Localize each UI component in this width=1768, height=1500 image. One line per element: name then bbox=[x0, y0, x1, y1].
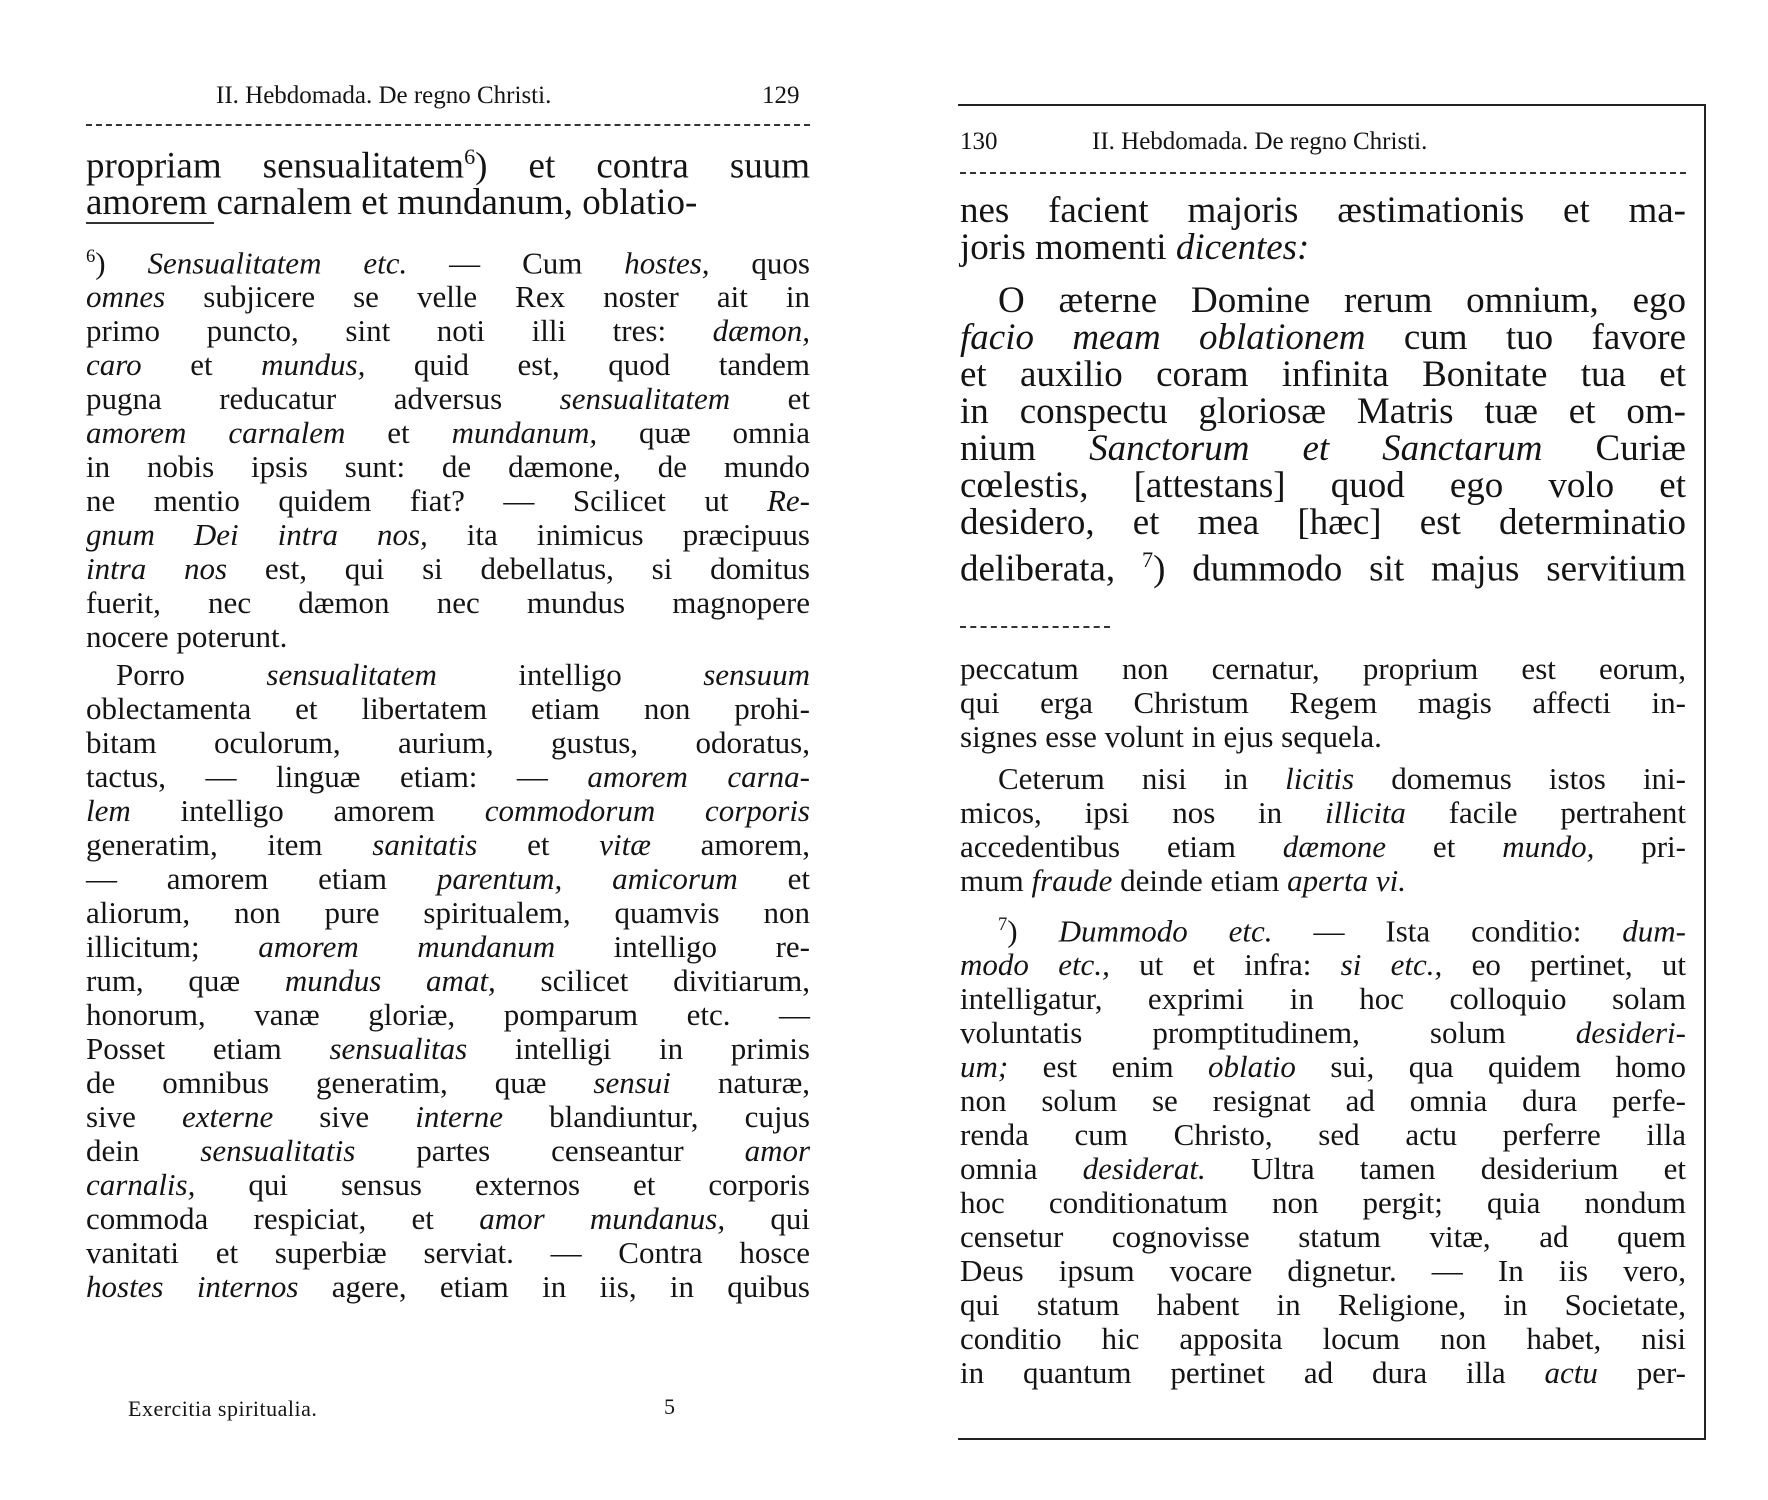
ceterum-line: Ceterum nisi in licitis domemus istos ini- bbox=[998, 761, 1686, 796]
porro-line: Posset etiam sensualitas intelligi in primis bbox=[86, 1031, 810, 1066]
porro-line: dein sensualitatis partes censeantur amor bbox=[86, 1133, 811, 1168]
fn6-line: caro et mundus, quid est, quod tandem bbox=[86, 347, 810, 383]
fn6-line: $^6$) Sensualitatem etc. — Cum hostes, quos bbox=[86, 245, 810, 281]
prayer-line: deliberata, $^7$) dummodo sit majus servitium bbox=[960, 547, 1686, 590]
cont-line: joris momenti dicentes: bbox=[960, 227, 1310, 268]
porro-line: hostes internos agere, etiam in iis, in quibus bbox=[86, 1269, 810, 1304]
footer-title: Exercitia spiritualia. bbox=[128, 1396, 318, 1421]
porro-line: aliorum, non pure spiritualem, quamvis non bbox=[86, 895, 810, 930]
porro-line: oblectamenta et libertatem etiam non prohi- bbox=[86, 691, 810, 726]
porro-line: Porro sensualitatem intelligo sensuum bbox=[116, 657, 810, 692]
note-line: qui erga Christum Regem magis affecti in- bbox=[960, 685, 1686, 720]
porro-line: illicitum; amorem mundanum intelligo re- bbox=[86, 929, 810, 964]
fn7-line: um; est enim oblatio sui, qua quidem homo bbox=[960, 1049, 1686, 1085]
page-number-left: 129 bbox=[762, 82, 800, 109]
porro-line: bitam oculorum, aurium, gustus, odoratus, bbox=[86, 725, 810, 760]
porro-line: sive externe sive interne blandiuntur, cujus bbox=[86, 1099, 811, 1134]
porro-line: tactus, — linguæ etiam: — amorem carna- bbox=[86, 759, 810, 794]
footnote-6 bbox=[86, 240, 810, 654]
top-line-2: amorem carnalem et mundanum, oblatio- bbox=[86, 182, 698, 224]
footnote-rule-left bbox=[86, 222, 214, 224]
fn6-line: intra nos est, qui si debellatus, si domitus bbox=[86, 551, 810, 587]
porro-line: lem intelligo amorem commodorum corporis bbox=[86, 793, 810, 828]
fn7-line: $^7$) Dummodo etc. — Ista conditio: dum- bbox=[998, 913, 1686, 949]
ceterum-line: accedentibus etiam dæmone et mundo, pri- bbox=[960, 829, 1686, 864]
top-text-left bbox=[86, 138, 810, 224]
cont-line: nes facient majoris æstimationis et ma- bbox=[960, 190, 1686, 231]
footnote-7 bbox=[960, 908, 1686, 1390]
prayer-line: desidero, et mea [hæc] est determinatio bbox=[960, 502, 1686, 543]
porro-line: commoda respiciat, et amor mundanus, qui bbox=[86, 1201, 810, 1236]
fn7-line: hoc conditionatum non pergit; quia nondum bbox=[960, 1185, 1686, 1221]
fn7-line: Deus ipsum vocare dignetur. — In iis vero, bbox=[960, 1253, 1686, 1289]
fn6-line: omnes subjicere se velle Rex noster ait in bbox=[86, 279, 810, 315]
porro-line: generatim, item sanitatis et vitæ amorem, bbox=[86, 827, 810, 862]
fn6-line: ne mentio quidem fiat? — Scilicet ut Re- bbox=[86, 483, 810, 519]
fn6-line: primo puncto, sint noti illi tres: dæmon, bbox=[86, 313, 810, 349]
prayer-paragraph bbox=[960, 280, 1686, 590]
prayer-line: O æterne Domine rerum omnium, ego bbox=[998, 280, 1686, 321]
fn7-line: intelligatur, exprimi in hoc colloquio solam bbox=[960, 981, 1686, 1017]
porro-paragraph bbox=[86, 658, 810, 1304]
page-number-right: 130 bbox=[960, 128, 998, 155]
fn7-line: conditio hic apposita locum non habet, nisi bbox=[960, 1321, 1686, 1357]
fn6-line: amorem carnalem et mundanum, quæ omnia bbox=[86, 415, 811, 451]
porro-line: — amorem etiam parentum, amicorum et bbox=[86, 861, 810, 896]
bottom-frame-line bbox=[958, 1438, 1706, 1440]
porro-line: de omnibus generatim, quæ sensui naturæ, bbox=[86, 1065, 811, 1100]
fn6-line: gnum Dei intra nos, ita inimicus præcipuus bbox=[86, 517, 810, 553]
fn7-line: qui statum habent in Religione, in Societate, bbox=[960, 1287, 1686, 1323]
top-line-1: propriam sensualitatem$^6$) et contra suum bbox=[86, 144, 810, 187]
ceterum-line: micos, ipsi nos in illicita facile pertrahent bbox=[960, 795, 1687, 830]
prayer-line: in conspectu gloriosæ Matris tuæ et om- bbox=[960, 391, 1686, 432]
signature-mark: 5 bbox=[664, 1394, 675, 1419]
fn7-line: non solum se resignat ad omnia dura perfe- bbox=[960, 1083, 1686, 1119]
fn7-line: in quantum pertinet ad dura illa actu per- bbox=[960, 1355, 1687, 1391]
prayer-line: et auxilio coram infinita Bonitate tua et bbox=[960, 354, 1686, 395]
prayer-line: nium Sanctorum et Sanctarum Curiæ bbox=[960, 428, 1686, 469]
note-line: signes esse volunt in ejus sequela. bbox=[960, 719, 1382, 754]
fn6-line: nocere poterunt. bbox=[86, 619, 288, 655]
ceterum-paragraph bbox=[960, 762, 1686, 898]
porro-line: honorum, vanæ gloriæ, pomparum etc. — bbox=[86, 997, 810, 1032]
running-head-left: II. Hebdomada. De regno Christi. bbox=[216, 82, 552, 109]
fn7-line: omnia desiderat. Ultra tamen desiderium et bbox=[960, 1151, 1686, 1187]
right-frame-line bbox=[1704, 104, 1706, 1438]
running-head-right: II. Hebdomada. De regno Christi. bbox=[1092, 128, 1428, 155]
prayer-line: facio meam oblationem cum tuo favore bbox=[960, 317, 1686, 358]
fn7-line: modo etc., ut et infra: si etc., eo pertinet, ut bbox=[960, 947, 1686, 983]
continuation-text bbox=[960, 192, 1686, 266]
porro-line: rum, quæ mundus amat, scilicet divitiarum, bbox=[86, 963, 810, 998]
ceterum-line: mum fraude deinde etiam aperta vi. bbox=[960, 863, 1406, 898]
note-continuation bbox=[960, 652, 1686, 754]
head-rule-right bbox=[960, 172, 1686, 174]
head-rule-left bbox=[86, 124, 810, 126]
fn6-line: pugna reducatur adversus sensualitatem et bbox=[86, 381, 810, 417]
top-frame-line bbox=[958, 104, 1704, 106]
porro-line: carnalis, qui sensus externos et corporis bbox=[86, 1167, 810, 1202]
prayer-line: cœlestis, [attestans] quod ego volo et bbox=[960, 465, 1686, 506]
fn6-line: fuerit, nec dæmon nec mundus magnopere bbox=[86, 585, 810, 621]
fn7-line: voluntatis promptitudinem, solum desideri- bbox=[960, 1015, 1686, 1051]
footnote-rule-right bbox=[960, 626, 1110, 628]
fn7-line: censetur cognovisse statum vitæ, ad quem bbox=[960, 1219, 1686, 1255]
note-line: peccatum non cernatur, proprium est eorum, bbox=[960, 651, 1686, 686]
porro-line: vanitati et superbiæ serviat. — Contra hosce bbox=[86, 1235, 810, 1270]
fn7-line: renda cum Christo, sed actu perferre illa bbox=[960, 1117, 1686, 1153]
fn6-line: in nobis ipsis sunt: de dæmone, de mundo bbox=[86, 449, 810, 485]
